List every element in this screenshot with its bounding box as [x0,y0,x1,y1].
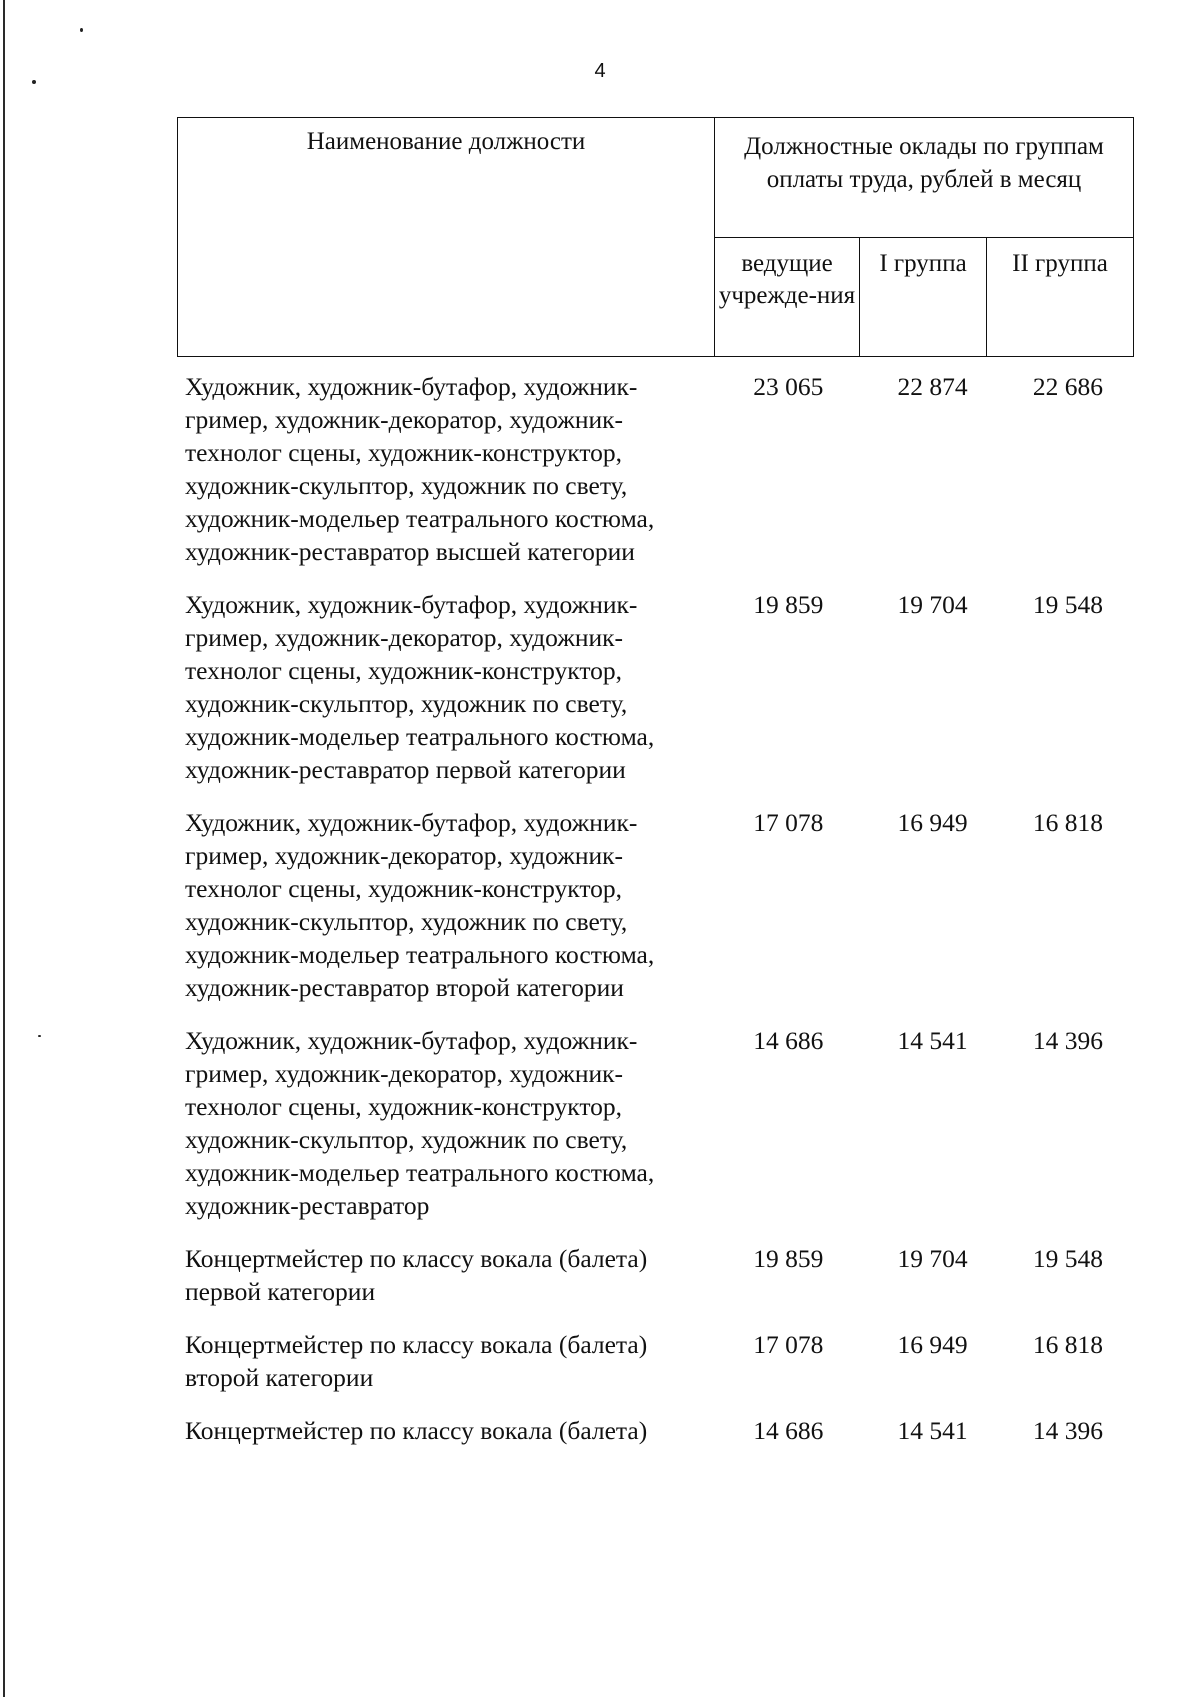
salary-leading: 14 686 [753,1026,824,1055]
page-number: 4 [594,60,606,82]
salary-leading: 19 859 [753,590,824,619]
table-row [185,1242,1140,1308]
salary-leading: 17 078 [753,1330,824,1359]
salary-leading: 19 859 [753,1244,824,1273]
position-name: Художник, художник-бутафор, художник-гример, художник-декоратор, художник-технолог сцены, художник-конструктор, художник-скульптор, художник по свету, художник-модельер театрального костюма, художник-реставратор [185,1026,655,1220]
position-name: Концертмейстер по классу вокала (балета) первой категории [185,1244,648,1306]
table-row [185,1414,1140,1447]
header-position-name: Наименование должности [178,118,715,356]
salary-group-2: 14 396 [1032,1026,1103,1055]
table-row [185,588,1140,786]
salary-group-2: 14 396 [1032,1416,1103,1445]
position-name: Концертмейстер по классу вокала (балета) второй категории [185,1330,648,1392]
position-name: Художник, художник-бутафор, художник-гример, художник-декоратор, художник-технолог сцены, художник-конструктор, художник-скульптор, художник по свету, художник-модельер театрального костюма, художник-реставратор второй категории [185,808,655,1002]
salary-group-2: 19 548 [1032,1244,1103,1273]
salary-group-1: 19 704 [897,590,968,619]
salary-group-1: 14 541 [897,1416,968,1445]
header-salary-groups: Должностные оклады по группам оплаты труда, рублей в месяц [715,118,1133,238]
header-group-2: II группа [1012,250,1108,277]
table-row [185,1328,1140,1394]
salary-group-1: 22 874 [897,372,968,401]
table-header [177,117,1134,357]
salary-group-2: 22 686 [1032,372,1103,401]
salary-group-2: 16 818 [1032,808,1103,837]
scan-edge-line [3,0,5,1697]
position-name: Художник, художник-бутафор, художник-гример, художник-декоратор, художник-технолог сцены, художник-конструктор, художник-скульптор, художник по свету, художник-модельер театрального костюма, художник-реставратор первой категории [185,590,655,784]
salary-leading: 23 065 [753,372,824,401]
salary-group-1: 16 949 [897,808,968,837]
salary-group-1: 16 949 [897,1330,968,1359]
table-row [185,1024,1140,1222]
position-name: Художник, художник-бутафор, художник-гример, художник-декоратор, художник-технолог сцены, художник-конструктор, художник-скульптор, художник по свету, художник-модельер театрального костюма, художник-реставратор высшей категории [185,372,655,566]
scan-speck [80,28,83,32]
salary-table-body [185,370,1140,1447]
salary-group-2: 19 548 [1032,590,1103,619]
table-row [185,806,1140,1004]
position-name: Концертмейстер по классу вокала (балета) [185,1416,648,1445]
header-leading-institutions: ведущие учрежде-ния [715,238,860,356]
scan-speck [38,1035,41,1037]
table-row [185,370,1140,568]
salary-group-2: 16 818 [1032,1330,1103,1359]
header-group-1: I группа [860,238,987,356]
salary-leading: 14 686 [753,1416,824,1445]
salary-leading: 17 078 [753,808,824,837]
salary-group-1: 14 541 [897,1026,968,1055]
salary-group-1: 19 704 [897,1244,968,1273]
